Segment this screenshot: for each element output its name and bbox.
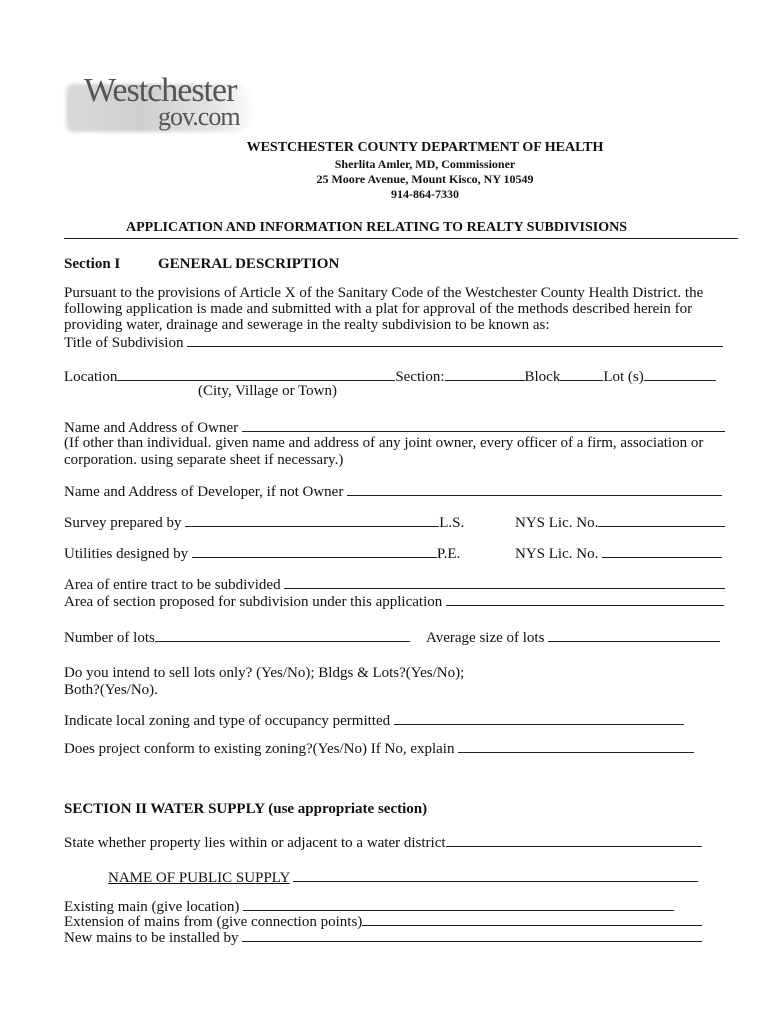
- logo-text-westchester: Westchester: [84, 72, 237, 109]
- num-lots-row: [64, 628, 410, 647]
- conform-row: [64, 739, 694, 758]
- ls-label: L.S.: [439, 515, 465, 531]
- nys-lic-label-1: NYS Lic. No.: [515, 515, 599, 531]
- intro-line-1: Pursuant to the provisions of Article X of the Sanitary Code of the Westchester County Health District. the: [64, 285, 704, 301]
- title-of-subdivision-label: Title of Subdivision: [64, 335, 184, 351]
- new-mains-row: [64, 928, 702, 947]
- section-area-row: [64, 592, 724, 611]
- form-title: APPLICATION AND INFORMATION RELATING TO REALTY SUBDIVISIONS: [126, 220, 627, 235]
- survey-field[interactable]: [185, 513, 439, 527]
- utilities-field[interactable]: [192, 544, 437, 558]
- utilities-row: [64, 544, 460, 563]
- extension-label: Extension of mains from (give connection points): [64, 914, 363, 930]
- section1-title: GENERAL DESCRIPTION: [158, 256, 340, 272]
- lot-label: Lot (s): [603, 369, 644, 385]
- avg-size-field[interactable]: [548, 628, 720, 642]
- title-of-subdivision-row: [64, 333, 723, 352]
- block-field[interactable]: [560, 367, 603, 381]
- location-label: Location: [64, 369, 118, 385]
- location-row: [64, 367, 716, 386]
- section-field[interactable]: [445, 367, 525, 381]
- zoning-label: Indicate local zoning and type of occupancy permitted: [64, 713, 391, 729]
- water-district-field[interactable]: [446, 833, 702, 847]
- intro-line-3: providing water, drainage and sewerage in the realty subdivision to be known as:: [64, 317, 550, 333]
- section2-title: SECTION II WATER SUPPLY (use appropriate section): [64, 801, 428, 817]
- developer-row: [64, 482, 722, 501]
- lot-field[interactable]: [644, 367, 716, 381]
- department-name: WESTCHESTER COUNTY DEPARTMENT OF HEALTH: [246, 140, 604, 155]
- survey-row: [64, 513, 464, 532]
- block-label: Block: [524, 369, 561, 385]
- survey-label: Survey prepared by: [64, 515, 182, 531]
- conform-field[interactable]: [458, 739, 694, 753]
- section-area-field[interactable]: [446, 592, 724, 606]
- section-area-label: Area of section proposed for subdivision under this application: [64, 594, 443, 610]
- extension-field[interactable]: [362, 912, 702, 926]
- nys-lic-label-2: NYS Lic. No.: [515, 546, 599, 562]
- developer-field[interactable]: [347, 482, 722, 496]
- avg-size-label: Average size of lots: [426, 630, 545, 646]
- nys-lic-field-1[interactable]: [598, 513, 725, 527]
- title-rule: [64, 238, 738, 239]
- pe-label: P.E.: [436, 546, 461, 562]
- nys-lic-row-2: [515, 544, 722, 563]
- section-label: Section:: [395, 369, 445, 385]
- westchester-logo: [66, 70, 266, 132]
- utilities-label: Utilities designed by: [64, 546, 189, 562]
- developer-label: Name and Address of Developer, if not Owner: [64, 484, 344, 500]
- sell-question-2: Both?(Yes/No).: [64, 682, 158, 698]
- commissioner-name: Sherlita Amler, MD, Commissioner: [334, 157, 516, 171]
- intro-line-2: following application is made and submitted with a plat for approval of the methods described herein for: [64, 301, 693, 317]
- owner-label: Name and Address of Owner: [64, 420, 239, 436]
- nys-lic-field-2[interactable]: [602, 544, 722, 558]
- zoning-row: [64, 711, 684, 730]
- zoning-field[interactable]: [394, 711, 684, 725]
- owner-note-1: (If other than individual. given name and address of any joint owner, every officer of a firm, association or: [64, 435, 704, 451]
- section1-number: Section I: [64, 256, 121, 272]
- sell-question-1: Do you intend to sell lots only? (Yes/No); Bldgs & Lots?(Yes/No);: [64, 665, 465, 681]
- existing-main-label: Existing main (give location): [64, 899, 240, 915]
- existing-main-field[interactable]: [243, 897, 674, 911]
- new-mains-field[interactable]: [242, 928, 702, 942]
- public-supply-label: NAME OF PUBLIC SUPPLY: [108, 870, 290, 886]
- tract-area-label: Area of entire tract to be subdivided: [64, 577, 281, 593]
- num-lots-label: Number of lots: [64, 630, 155, 646]
- conform-label: Does project conform to existing zoning?(Yes/No) If No, explain: [64, 741, 455, 757]
- num-lots-field[interactable]: [155, 628, 410, 642]
- avg-size-row: [426, 628, 720, 647]
- new-mains-label: New mains to be installed by: [64, 930, 239, 946]
- owner-field[interactable]: [242, 418, 725, 432]
- public-supply-field[interactable]: [293, 868, 698, 882]
- owner-note-2: corporation. using separate sheet if necessary.): [64, 452, 344, 468]
- title-of-subdivision-field[interactable]: [187, 333, 723, 347]
- location-field[interactable]: [117, 367, 395, 381]
- department-address: 25 Moore Avenue, Mount Kisco, NY 10549: [316, 172, 534, 186]
- tract-area-field[interactable]: [284, 575, 725, 589]
- location-hint: (City, Village or Town): [198, 383, 338, 399]
- public-supply-row: [108, 868, 698, 887]
- water-district-row: [64, 833, 702, 852]
- logo-text-govcom: gov.com: [158, 102, 240, 131]
- water-district-label: State whether property lies within or adjacent to a water district: [64, 835, 446, 851]
- department-phone: 914-864-7330: [391, 187, 459, 201]
- nys-lic-row-1: [515, 513, 725, 532]
